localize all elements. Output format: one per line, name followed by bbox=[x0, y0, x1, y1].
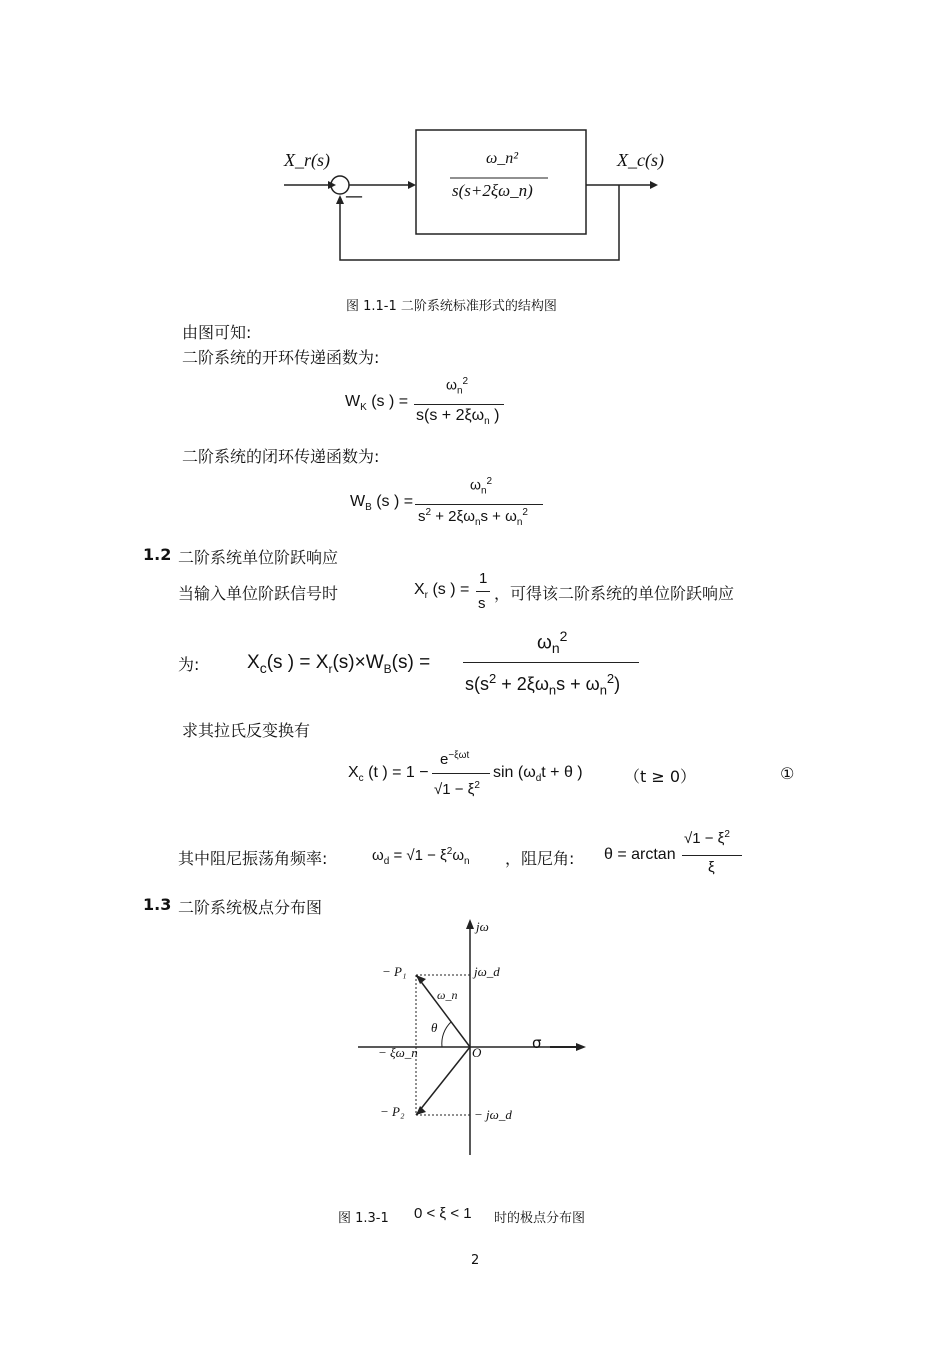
angle-arc bbox=[442, 1022, 451, 1047]
condition-text: （t ≥ 0） bbox=[624, 767, 697, 786]
formula-xc: $X_c(s$ ) = $X_r(s)\times W_B(s)$ = bbox=[247, 652, 431, 676]
formula-wb-num: $\omega_n^2$ bbox=[470, 476, 493, 497]
formula-step-num: $e^{-\xi\omega t}$ bbox=[440, 750, 470, 768]
paragraph-text: 为: bbox=[178, 655, 200, 674]
pole-plot bbox=[350, 915, 600, 1165]
section-number: 1.3 bbox=[143, 895, 172, 914]
fraction-bar bbox=[414, 404, 504, 405]
pole-label-p1: − P₁ bbox=[382, 964, 407, 979]
label-theta: θ bbox=[431, 1020, 438, 1035]
formula-theta-num: $√1 - \xi^2$ bbox=[684, 829, 730, 847]
figure-caption: 时的极点分布图 bbox=[494, 1211, 586, 1226]
axis-label-jw: jω bbox=[476, 919, 489, 934]
feedback-arrowhead bbox=[336, 195, 344, 204]
formula-wk-den: $s(s + 2\xi\omega_n$ ) bbox=[416, 407, 500, 428]
section-title: 二阶系统单位阶跃响应 bbox=[178, 548, 339, 567]
formula-wk-num: $\omega_n^2$ bbox=[446, 376, 469, 397]
output-signal-label: X_c(s) bbox=[617, 150, 664, 170]
section-number: 1.2 bbox=[143, 545, 172, 564]
paragraph-text: 当输入单位阶跃信号时 bbox=[178, 584, 339, 603]
tf-denominator: s(s+2ξω_n) bbox=[452, 181, 533, 200]
formula-step-sin: $\sin (\omega_dt + \theta$ ) bbox=[493, 764, 583, 785]
formula-theta-den: ξ bbox=[708, 859, 715, 876]
input-signal-label: X_r(s) bbox=[284, 150, 330, 170]
tf-numerator: ω_n² bbox=[486, 150, 519, 167]
formula-theta: θ = arctan bbox=[604, 846, 676, 863]
fraction-bar bbox=[415, 504, 543, 505]
label-neg-xi-wn: − ξω_n bbox=[378, 1045, 418, 1060]
fraction-bar bbox=[463, 662, 639, 663]
figure-caption: 图 1.1-1 二阶系统标准形式的结构图 bbox=[346, 299, 557, 314]
figure-caption-math: 0 < ξ < 1 bbox=[414, 1205, 472, 1222]
formula-xr: $X_r$ (s ) = bbox=[414, 581, 470, 602]
formula-wd: $\omega_d = √1 - \xi^2\omega_n$ bbox=[372, 846, 470, 867]
output-arrowhead bbox=[650, 181, 658, 189]
formula-xr-den: s bbox=[478, 595, 486, 612]
paragraph-text: ，阻尼角: bbox=[505, 849, 575, 868]
fraction-bar bbox=[432, 773, 490, 774]
fraction-bar bbox=[476, 591, 490, 592]
fraction-bar bbox=[682, 855, 742, 856]
paragraph-text: 二阶系统的开环传递函数为: bbox=[182, 348, 380, 367]
axis-label-sigma: σ bbox=[532, 1034, 542, 1052]
formula-wb-den: $s^2 + 2\xi\omega_ns + \omega_n^2$ bbox=[418, 507, 528, 528]
formula-step-den: $√1 - \xi^2$ bbox=[434, 780, 480, 798]
equation-number: ① bbox=[780, 764, 795, 783]
pole-vector-p2 bbox=[416, 1047, 470, 1115]
block-arrowhead bbox=[408, 181, 416, 189]
formula-xc-num: $\omega_n^2$ bbox=[537, 628, 568, 657]
formula-step-response: $X_c$ (t ) = 1 − bbox=[348, 764, 429, 785]
label-wn: ω_n bbox=[437, 988, 458, 1002]
formula-wk: $W_K$ (s ) = bbox=[345, 393, 409, 414]
label-jwd: jω_d bbox=[474, 964, 500, 979]
formula-wb: $W_B$ (s ) = bbox=[350, 493, 414, 514]
paragraph-text: 由图可知: bbox=[182, 323, 252, 342]
page-number: 2 bbox=[471, 1253, 480, 1268]
formula-xr-num: 1 bbox=[479, 570, 488, 587]
origin-label: O bbox=[472, 1045, 482, 1060]
pole-label-p2: − P₂ bbox=[380, 1104, 405, 1119]
paragraph-text: ，可得该二阶系统的单位阶跃响应 bbox=[494, 584, 735, 603]
paragraph-text: 其中阻尼振荡角频率: bbox=[178, 849, 328, 868]
paragraph-text: 二阶系统的闭环传递函数为: bbox=[182, 447, 380, 466]
minus-sign: — bbox=[345, 186, 363, 207]
paragraph-text: 求其拉氏反变换有 bbox=[182, 721, 311, 740]
formula-xc-den: $s(s^2 + 2\xi\omega_ns + \omega_n^2)$ bbox=[465, 671, 621, 698]
figure-caption: 图 1.3-1 bbox=[338, 1211, 389, 1226]
section-title: 二阶系统极点分布图 bbox=[178, 898, 323, 917]
label-neg-jwd: − jω_d bbox=[474, 1107, 512, 1122]
